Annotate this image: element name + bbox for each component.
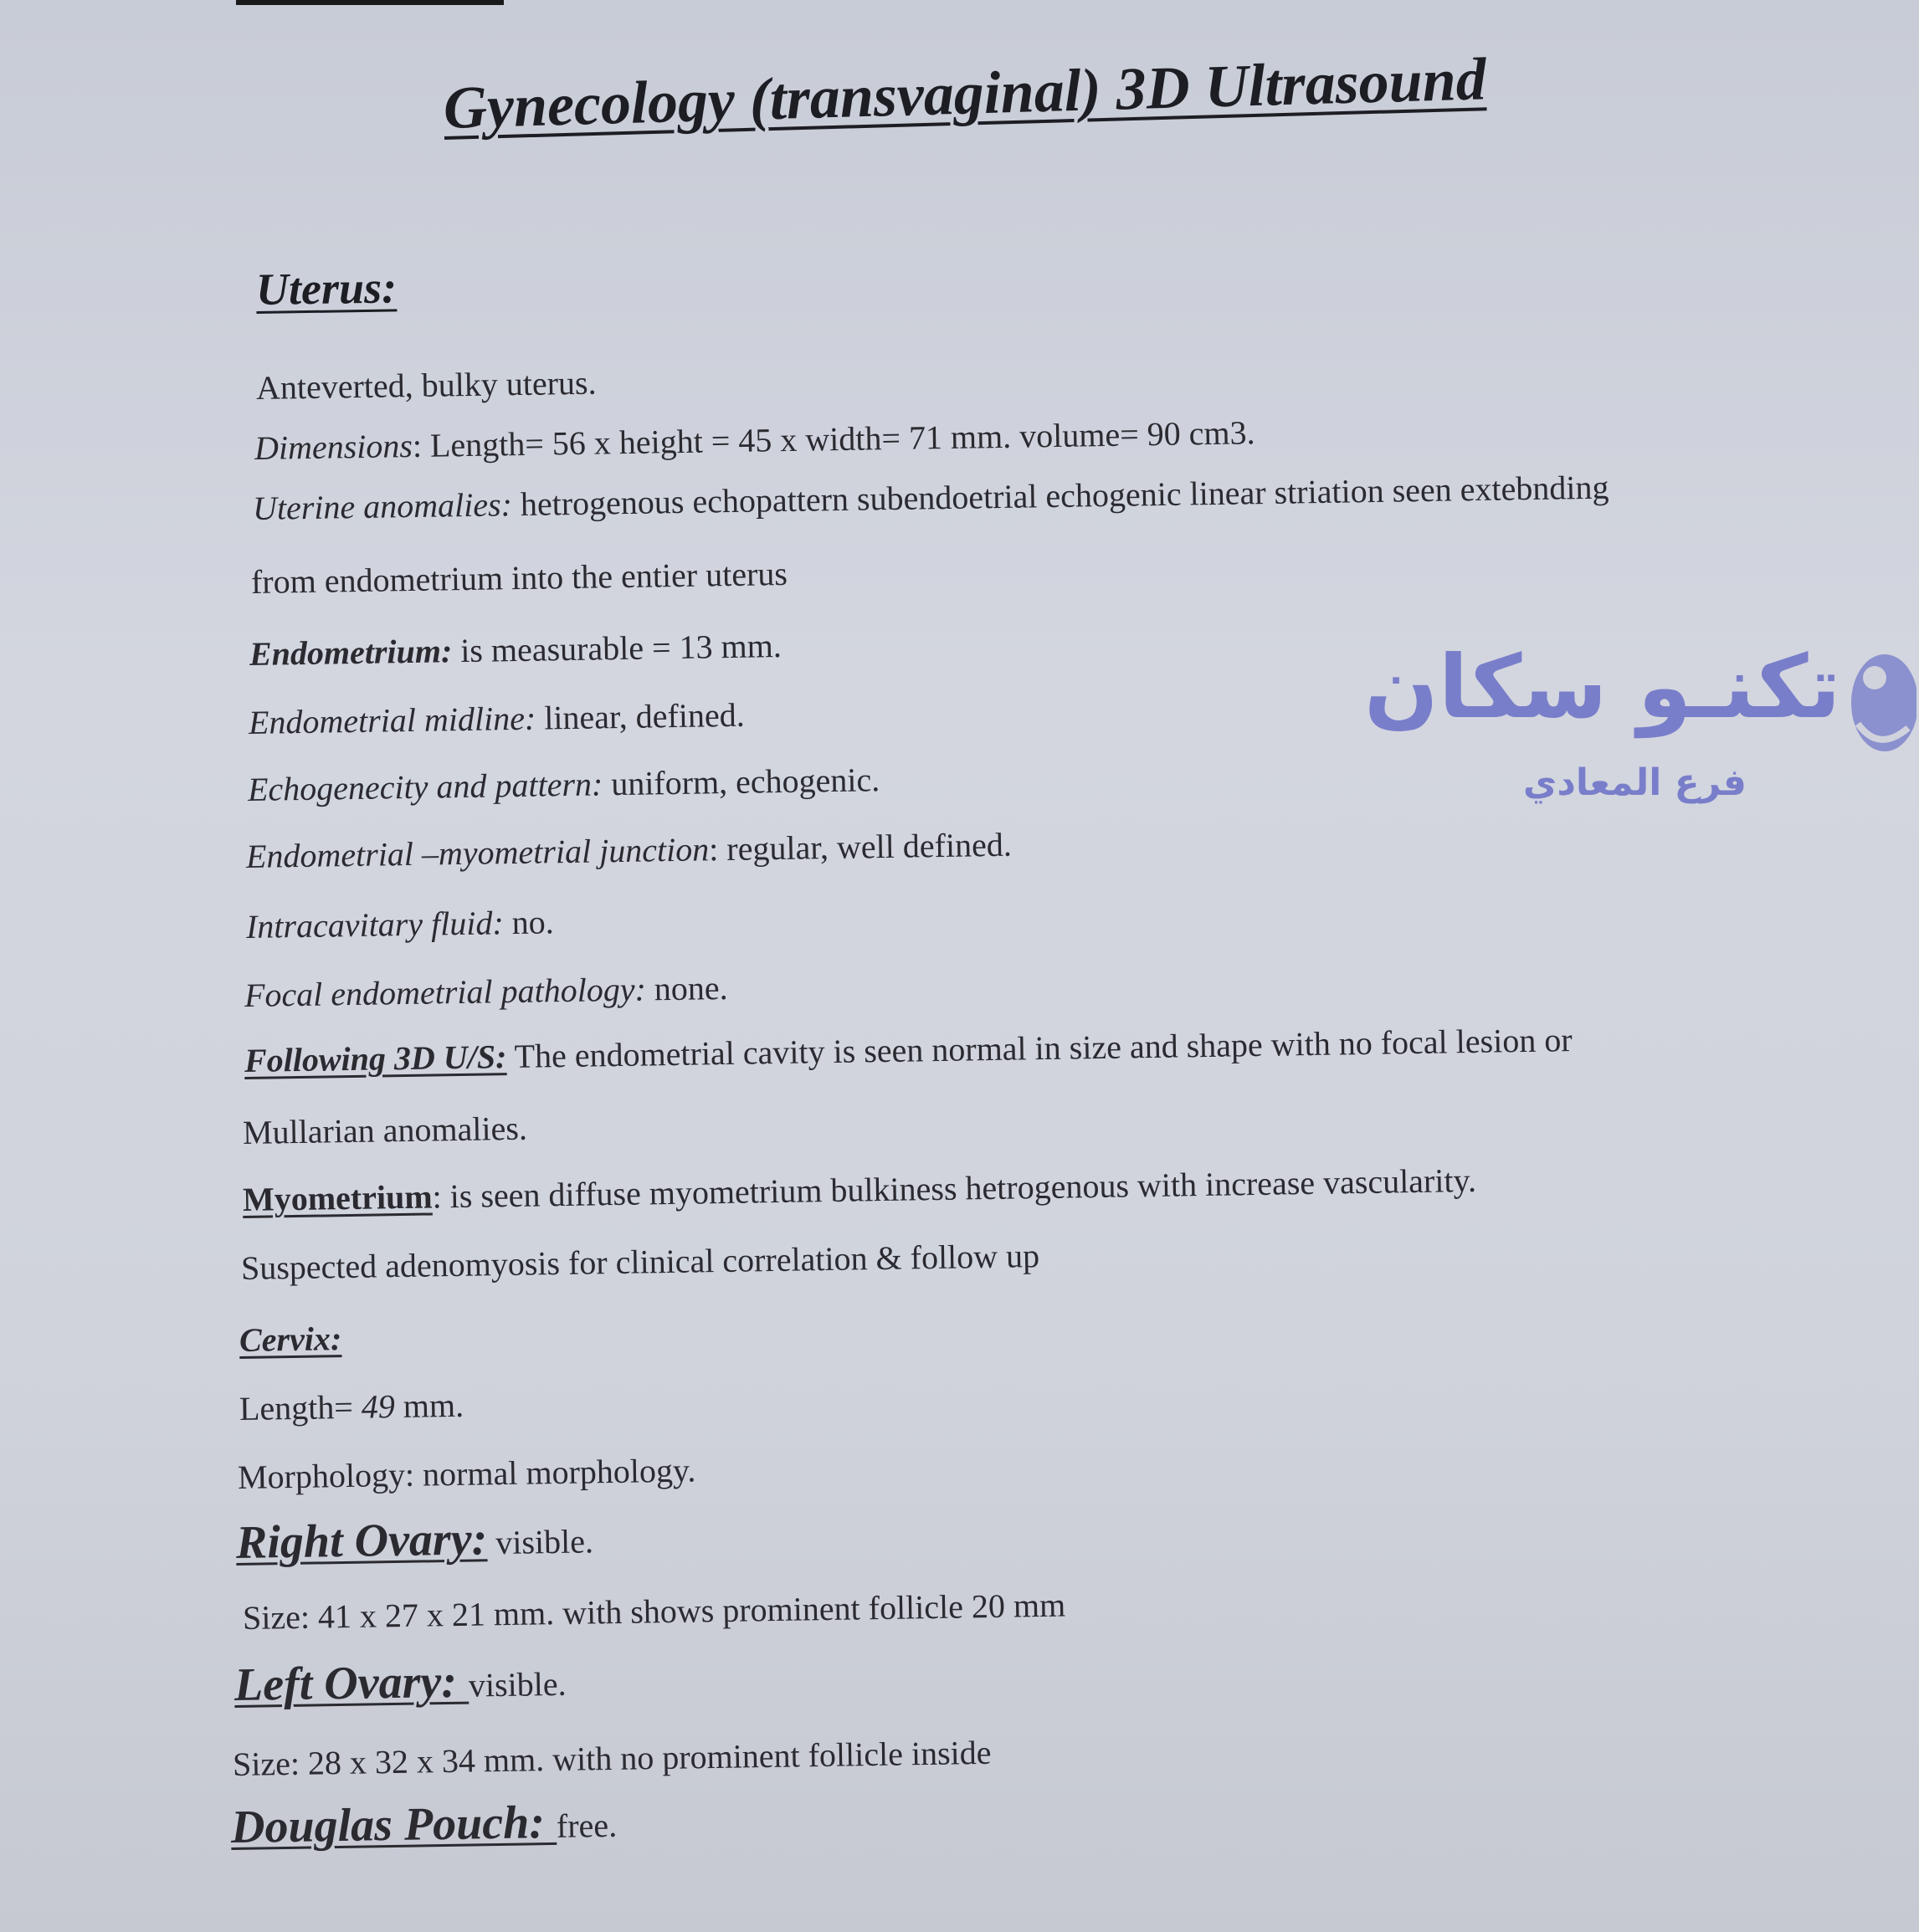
myometrium-continuation: Suspected adenomyosis for clinical correlation & follow up [240, 1237, 1040, 1287]
left-ovary-status: visible. [468, 1664, 567, 1704]
right-ovary-heading: Right Ovary: [235, 1513, 488, 1569]
right-ovary-line [235, 1510, 593, 1570]
cervix-heading-line [239, 1319, 342, 1360]
uterus-orientation: Anteverted, bulky uterus. [255, 363, 597, 407]
anomalies-continuation: from endometrium into the entier uterus [250, 554, 788, 601]
cervix-length-value: 49 [361, 1387, 396, 1426]
stamp-clinic-name: تكنـو سكان [1364, 636, 1841, 738]
midline-label: Endometrial midline: [248, 699, 536, 741]
endometrium-line [249, 626, 782, 674]
following-continuation: Mullarian anomalies. [242, 1109, 528, 1151]
focal-label: Focal endometrial pathology: [244, 970, 647, 1014]
cervix-heading: Cervix: [239, 1320, 342, 1359]
clinic-logo-icon [1833, 644, 1916, 778]
cervix-length-unit: mm. [394, 1386, 464, 1426]
echogenicity-line [248, 760, 880, 809]
myometrium-value: : is seen diffuse myometrium bulkiness hetrogenous with increase vascularity. [432, 1161, 1477, 1216]
anomalies-label: Uterine anomalies: [252, 485, 513, 527]
echogenicity-label: Echogenecity and pattern: [247, 765, 603, 808]
following-line [244, 1020, 1573, 1080]
left-ovary-heading: Left Ovary: [233, 1655, 469, 1711]
dimensions-value: : Length= 56 x height = 45 x width= 71 mm. volume= 90 cm3. [412, 413, 1255, 465]
right-ovary-size: Size: 41 x 27 x 21 mm. with shows prominent follicle 20 mm [242, 1586, 1066, 1637]
midline-line [249, 695, 745, 742]
endometrium-label: Endometrium: [249, 632, 453, 673]
dimensions-line [254, 413, 1255, 468]
clinic-stamp [1364, 636, 1919, 828]
anomalies-line [253, 468, 1609, 528]
focal-line [244, 968, 728, 1015]
uterus-heading: Uterus: [255, 262, 398, 315]
following-value: The endometrial cavity is seen normal in size and shape with no focal lesion or [506, 1021, 1573, 1076]
junction-line [246, 825, 1012, 876]
fluid-line [246, 902, 554, 946]
junction-value: : regular, well defined. [708, 825, 1013, 869]
douglas-line [230, 1795, 617, 1854]
anomalies-value: hetrogenous echopattern subendoetrial echogenic linear striation seen extebnding [511, 468, 1609, 524]
stamp-branch-name: فرع المعادي [1523, 761, 1747, 804]
fluid-label: Intracavitary fluid: [245, 904, 505, 946]
left-ovary-size: Size: 28 x 32 x 34 mm. with no prominent follicle inside [232, 1733, 992, 1783]
douglas-status: free. [556, 1806, 618, 1845]
right-ovary-status: visible. [495, 1522, 594, 1562]
endometrium-value: is measurable = 13 mm. [451, 627, 782, 670]
focal-value: none. [645, 968, 728, 1008]
fluid-value: no. [503, 903, 555, 942]
following-label: Following 3D U/S: [244, 1038, 507, 1079]
myometrium-line [243, 1161, 1477, 1219]
echogenicity-value: uniform, echogenic. [602, 761, 880, 803]
cervix-morphology: Morphology: normal morphology. [237, 1451, 696, 1496]
douglas-heading: Douglas Pouch: [230, 1796, 557, 1853]
cervix-length-label: Length= [239, 1387, 362, 1427]
midline-value: linear, defined. [535, 695, 745, 737]
cervix-length-line [239, 1386, 464, 1428]
junction-label: Endometrial –myometrial junction [245, 830, 710, 875]
dimensions-label: Dimensions [254, 427, 413, 467]
left-ovary-line [233, 1653, 567, 1712]
myometrium-label: Myometrium [242, 1177, 433, 1218]
report-title: Gynecology (transvaginal) 3D Ultrasound [442, 45, 1487, 141]
